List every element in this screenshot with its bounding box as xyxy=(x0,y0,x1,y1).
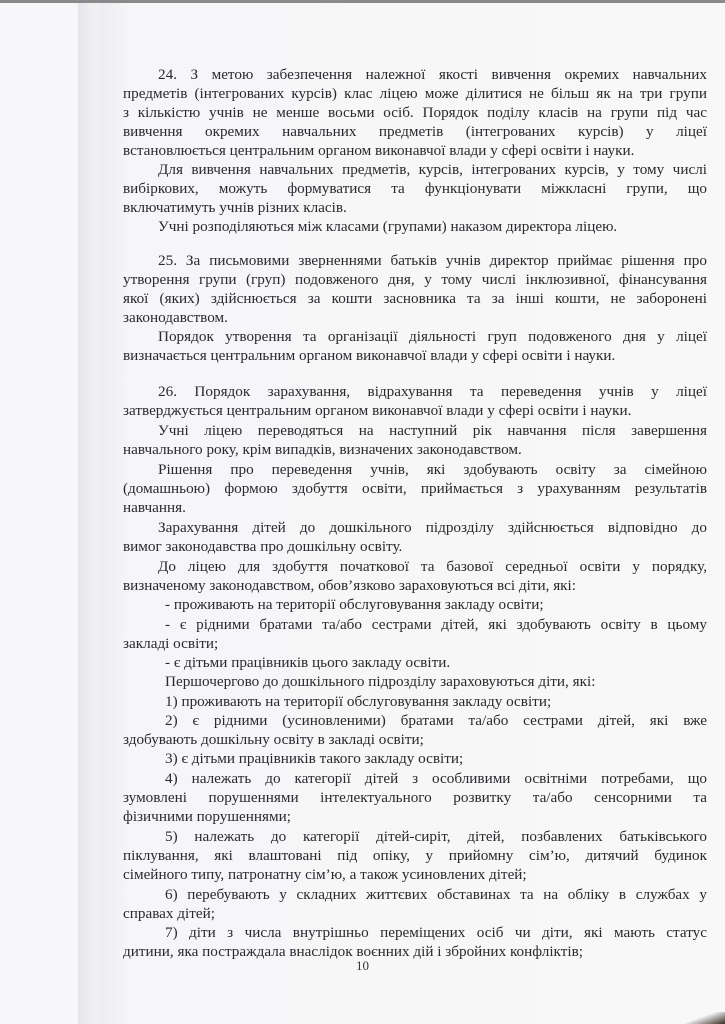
text-line: піклування, які влаштовані під опіку, у прийомну сім’ю, дитячий будинок xyxy=(123,847,707,864)
text-line: вивчення окремих навчальних предметів (інтегрованих курсів) у ліцеї xyxy=(123,123,707,140)
text-line: закладі освіти; xyxy=(123,635,219,652)
text-line: 26. Порядок зарахування, відрахування та переведення учнів у ліцеї xyxy=(158,383,707,400)
text-line: Першочергово до дошкільного підрозділу зараховуються діти, які: xyxy=(165,673,596,690)
text-line: утворення групи (груп) подовженого дня, у тому числі інклюзивної, фінансування xyxy=(123,271,707,288)
text-line: здобувають дошкільну освіту в закладі освіти; xyxy=(123,731,424,748)
text-line: якої (яких) здійснюється за кошти засновника та за інші кошти, не заборонені xyxy=(123,290,707,307)
text-line: Учні ліцею переводяться на наступний рік навчання після завершення xyxy=(158,422,707,439)
text-line: 6) перебувають у складних життєвих обставинах та на обліку в службах у xyxy=(165,886,707,903)
text-line: Учні розподіляються між класами (групами) наказом директора ліцею. xyxy=(158,218,618,235)
text-line: встановлюється центральним органом виконавчої влади у сфері освіти і науки. xyxy=(123,142,635,159)
text-line: дитини, яка постраждала внаслідок воєнних дій і збройних конфліктів; xyxy=(123,943,583,960)
text-line: (домашньою) формою здобуття освіти, приймається з урахуванням результатів xyxy=(123,480,707,497)
text-line: предметів (інтегрованих курсів) клас ліцею може ділитися не більш як на три групи xyxy=(123,85,707,102)
facing-page xyxy=(0,0,80,1024)
text-line: визначеному законодавством, обов’язково зараховуються всі діти, які: xyxy=(123,577,576,594)
text-line: 25. За письмовими зверненнями батьків учнів директор приймає рішення про xyxy=(158,252,707,269)
text-line: включатимуть учнів різних класів. xyxy=(123,199,347,216)
text-line: законодавством. xyxy=(123,309,228,326)
text-line: навчання. xyxy=(123,499,186,516)
text-line: сімейного типу, патронатну сім’ю, а також усиновлених дітей; xyxy=(123,866,527,883)
text-line: 3) є дітьми працівників такого закладу освіти; xyxy=(165,750,464,767)
text-line: 7) діти з числа внутрішньо переміщених осіб чи діти, які мають статус xyxy=(165,924,707,941)
text-line: фізичними порушеннями; xyxy=(123,808,291,825)
text-line: зумовлені порушеннями інтелектуального розвитку та/або сенсорними та xyxy=(123,789,707,806)
text-line: затверджується центральним органом виконавчої влади у сфері освіти і науки. xyxy=(123,402,632,419)
page-number: 10 xyxy=(356,958,369,973)
text-line: визначається центральним органом виконавчої влади у сфері освіти і науки. xyxy=(123,347,616,364)
text-line: До ліцею для здобуття початкової та базової середньої освіти у порядку, xyxy=(158,558,707,575)
text-line: навчального року, крім випадків, визначених законодавством. xyxy=(123,441,522,458)
text-line: вибіркових, можуть формуватися та функціонувати міжкласні групи, що xyxy=(123,180,707,197)
scan-corner-shadow xyxy=(685,1012,725,1024)
text-line: Рішення про переведення учнів, які здобувають освіту за сімейною xyxy=(158,461,707,478)
text-line: - є дітьми працівників цього закладу освіти. xyxy=(165,654,451,671)
scan-top-edge xyxy=(0,0,725,3)
text-line: 24. З метою забезпечення належної якості вивчення окремих навчальних xyxy=(158,66,707,83)
text-line: - є рідними братами та/або сестрами дітей, які здобувають освіту в цьому xyxy=(165,616,707,633)
text-line: з кількістю учнів не менше восьми осіб. Порядок поділу класів на групи під час xyxy=(123,104,707,121)
text-line: вимог законодавства про дошкільну освіту. xyxy=(123,538,403,555)
text-line: 5) належать до категорії дітей-сиріт, дітей, позбавлених батьківського xyxy=(165,828,707,845)
text-line: справах дітей; xyxy=(123,905,215,922)
text-line: 4) належать до категорії дітей з особливими освітніми потребами, що xyxy=(165,770,707,787)
text-line: - проживають на території обслуговування закладу освіти; xyxy=(165,596,544,613)
text-line: Зарахування дітей до дошкільного підрозділу здійснюється відповідно до xyxy=(158,519,707,536)
text-line: 1) проживають на території обслуговування закладу освіти; xyxy=(165,693,552,710)
text-line: Порядок утворення та організації діяльності груп подовженого дня у ліцеї xyxy=(158,328,707,345)
text-line: 2) є рідними (усиновленими) братами та/або сестрами дітей, які вже xyxy=(165,712,707,729)
text-line: Для вивчення навчальних предметів, курсів, інтегрованих курсів, у тому числі xyxy=(158,161,707,178)
